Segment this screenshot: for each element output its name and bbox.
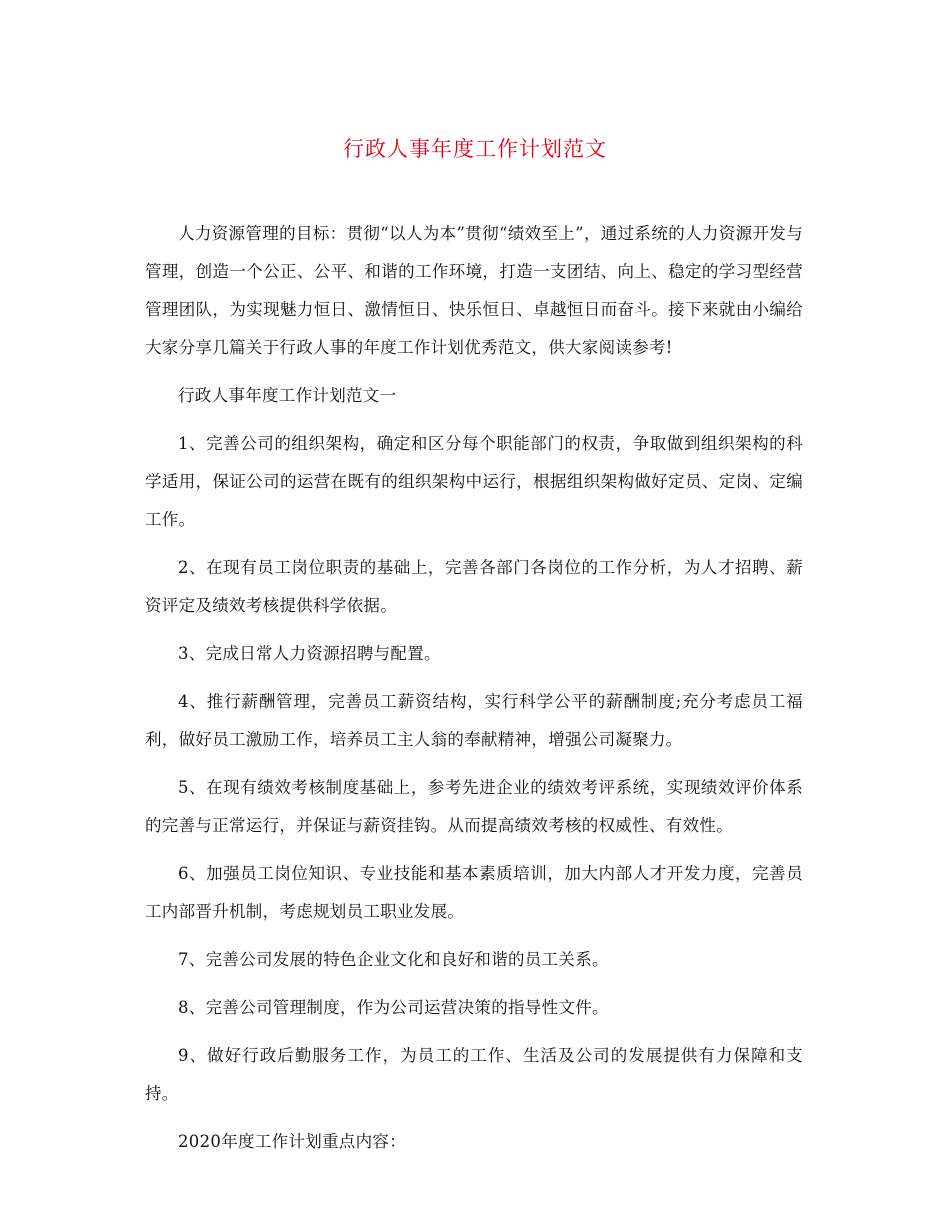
list-item: 4、推行薪酬管理，完善员工薪资结构，实行科学公平的薪酬制度;充分考虑员工福利，做好员工激励工作，培养员工主人翁的奉献精神，增强公司凝聚力。 [145, 692, 803, 749]
list-item: 9、做好行政后勤服务工作，为员工的工作、生活及公司的发展提供有力保障和支持。 [145, 1046, 803, 1103]
list-item: 3、完成日常人力资源招聘与配置。 [178, 644, 441, 663]
subsection-heading: 2020年度工作计划重点内容： [178, 1132, 406, 1151]
document-body [145, 215, 803, 1171]
list-item: 8、完善公司管理制度，作为公司运营决策的指导性文件。 [178, 998, 609, 1017]
list-item: 1、完善公司的组织架构，确定和区分每个职能部门的权责，争取做到组织架构的科学适用，保证公司的运营在既有的组织架构中运行，根据组织架构做好定员、定岗、定编工作。 [145, 434, 803, 529]
list-item: 7、完善公司发展的特色企业文化和良好和谐的员工关系。 [178, 950, 609, 969]
list-item: 5、在现有绩效考核制度基础上，参考先进企业的绩效考评系统，实现绩效评价体系的完善与正常运行，并保证与薪资挂钩。从而提高绩效考核的权威性、有效性。 [145, 778, 803, 835]
list-item: 2、在现有员工岗位职责的基础上，完善各部门各岗位的工作分析，为人才招聘、薪资评定及绩效考核提供科学依据。 [145, 558, 803, 615]
intro-paragraph: 人力资源管理的目标：贯彻“以人为本”贯彻“绩效至上”，通过系统的人力资源开发与管理，创造一个公正、公平、和谐的工作环境，打造一支团结、向上、稳定的学习型经营管理团队，为实现魅力恒日、激情恒日、快乐恒日、卓越恒日而奋斗。接下来就由小编给大家分享几篇关于行政人事的年度工作计划优秀范文，供大家阅读参考! [145, 224, 803, 357]
document-title: 行政人事年度工作计划范文 [343, 137, 607, 161]
list-item: 6、加强员工岗位知识、专业技能和基本素质培训，加大内部人才开发力度，完善员工内部晋升机制，考虑规划员工职业发展。 [145, 864, 803, 921]
section-heading: 行政人事年度工作计划范文一 [178, 386, 397, 405]
